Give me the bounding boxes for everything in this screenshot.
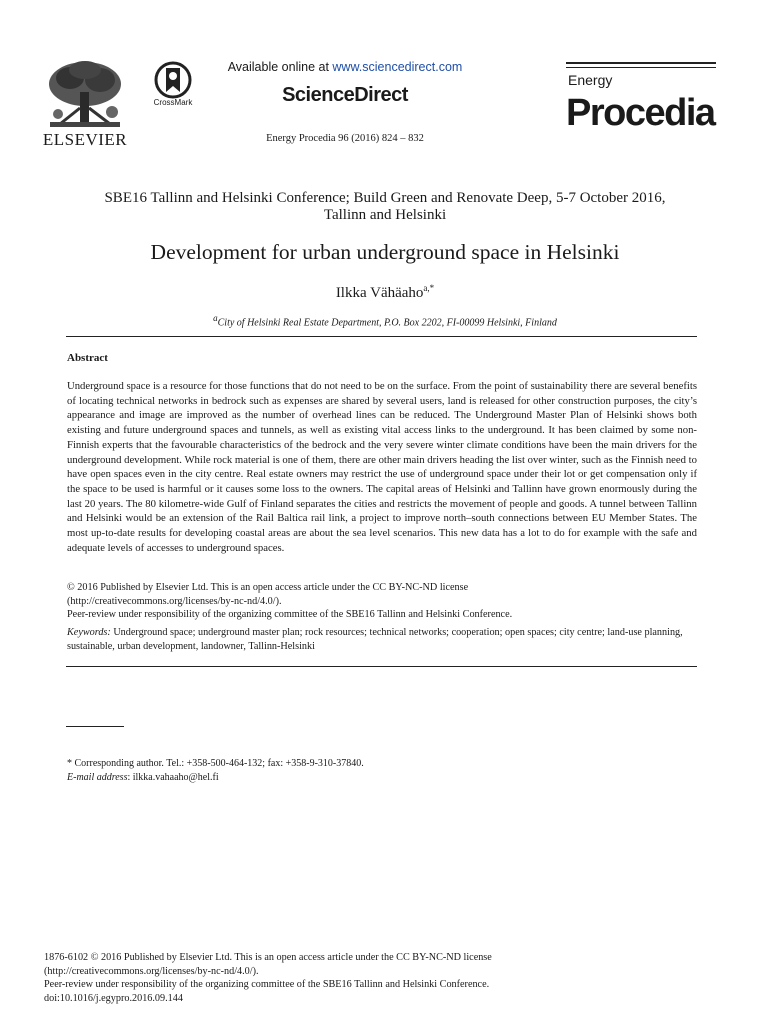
journal-reference: Energy Procedia 96 (2016) 824 – 832 xyxy=(266,133,424,144)
footer-doi[interactable]: doi:10.1016/j.egypro.2016.09.144 xyxy=(44,992,183,1004)
conference-name xyxy=(60,190,710,224)
affiliation-mark: a xyxy=(213,313,218,323)
abstract-bottom-rule xyxy=(66,666,697,667)
license-line-1: © 2016 Published by Elsevier Ltd. This is an open access article under the CC BY-NC-ND license xyxy=(67,582,469,593)
footnote-rule xyxy=(66,726,124,727)
affiliation xyxy=(40,313,730,328)
abstract-heading: Abstract xyxy=(67,352,108,364)
email-address xyxy=(67,772,219,783)
keywords xyxy=(67,626,697,653)
paper-title: Development for urban underground space in Helsinki xyxy=(150,240,620,264)
crossmark-icon[interactable] xyxy=(150,60,196,100)
footer-license-link[interactable]: (http://creativecommons.org/licenses/by-nc-nd/4.0/). xyxy=(44,965,259,977)
keywords-label: Keywords: xyxy=(67,627,111,638)
available-prefix: Available online at xyxy=(227,60,333,74)
journal-logo-small: Energy xyxy=(568,72,613,88)
email-label: E-mail address xyxy=(67,772,128,783)
crossmark-label: CrossMark xyxy=(153,98,193,107)
keywords-text: Underground space; underground master plan; rock resources; technical networks; cooperation; open spaces; city centre; land-use planning, sustainable, urban development, landowner, Tallinn-Helsinki xyxy=(67,627,683,652)
conference-line-1: SBE16 Tallinn and Helsinki Conference; Build Green and Renovate Deep, 5-7 October 2016, xyxy=(104,190,666,206)
email-value[interactable]: : ilkka.vahaaho@hel.fi xyxy=(127,772,219,783)
affiliation-text: City of Helsinki Real Estate Department, P.O. Box 2202, FI-00099 Helsinki, Finland xyxy=(217,317,557,329)
peer-review-statement: Peer-review under responsibility of the organizing committee of the SBE16 Tallinn and Helsinki Conference. xyxy=(67,609,513,620)
journal-logo-rule-thin xyxy=(566,67,716,68)
available-online-line xyxy=(220,60,470,74)
footer-peer-review: Peer-review under responsibility of the organizing committee of the SBE16 Tallinn and Helsinki Conference. xyxy=(44,979,490,991)
journal-logo-large: Procedia xyxy=(566,92,715,134)
abstract-body: Underground space is a resource for those functions that do not need to be on the surface. From the point of sustainability there are several benefits of locating technical networks in bedrock such as expenses are shared by several users, land is released for other construction purposes, the city’s appearance and image are improved as the number of overhead lines can be reduced. The Underground Master Plan of Helsinki shows both existing and future underground spaces and tunnels, as well as existing vital access links to the underground. It has been claimed by some non-Finnish experts that the favourable characteristics of the bedrock and the very severe winter climate conditions have been the main drivers for the underground development. While rock material is one of them, there are other main drivers heading the list over winter, such as the Finnish need to have open spaces even in the city centre. Real estate owners may restrict the use of underground space under their lot or get compensation only if the space to be used is harmful or it causes some loss to the owners. The capital areas of Helsinki and Tallinn have grown enormously during the last 20 years. The 80 kilometre-wide Gulf of Finland separates the cities and restricts the movement of people and goods. A tunnel between Tallinn and Helsinki would be an extension of the Rail Baltica rail link, a project to improve north–south connections between EU Member States. The most up-to-date results for developing coastal areas are about the sea level scenarios. This new data has a lot to do for example with the safe and adequate levels of accesses to underground spaces. xyxy=(67,380,697,554)
license-link[interactable]: (http://creativecommons.org/licenses/by-nc-nd/4.0/). xyxy=(67,595,282,607)
page-footer xyxy=(44,951,492,1005)
journal-logo-rule xyxy=(566,62,716,64)
author-name: Ilkka Vähäaho xyxy=(335,285,424,301)
footer-line-1: 1876-6102 © 2016 Published by Elsevier Ltd. This is an open access article under the CC BY-NC-ND license xyxy=(44,952,492,963)
conference-line-2: Tallinn and Helsinki xyxy=(323,207,447,223)
sciencedirect-link[interactable]: www.sciencedirect.com xyxy=(332,60,463,74)
corresponding-author-note: * Corresponding author. Tel.: +358-500-464-132; fax: +358-9-310-37840. xyxy=(67,758,364,769)
sciencedirect-brand: ScienceDirect xyxy=(282,84,408,106)
publisher-wordmark: ELSEVIER xyxy=(42,130,128,149)
author-marks: a,* xyxy=(423,283,435,293)
author-line xyxy=(40,283,730,302)
abstract-top-rule xyxy=(66,336,697,337)
